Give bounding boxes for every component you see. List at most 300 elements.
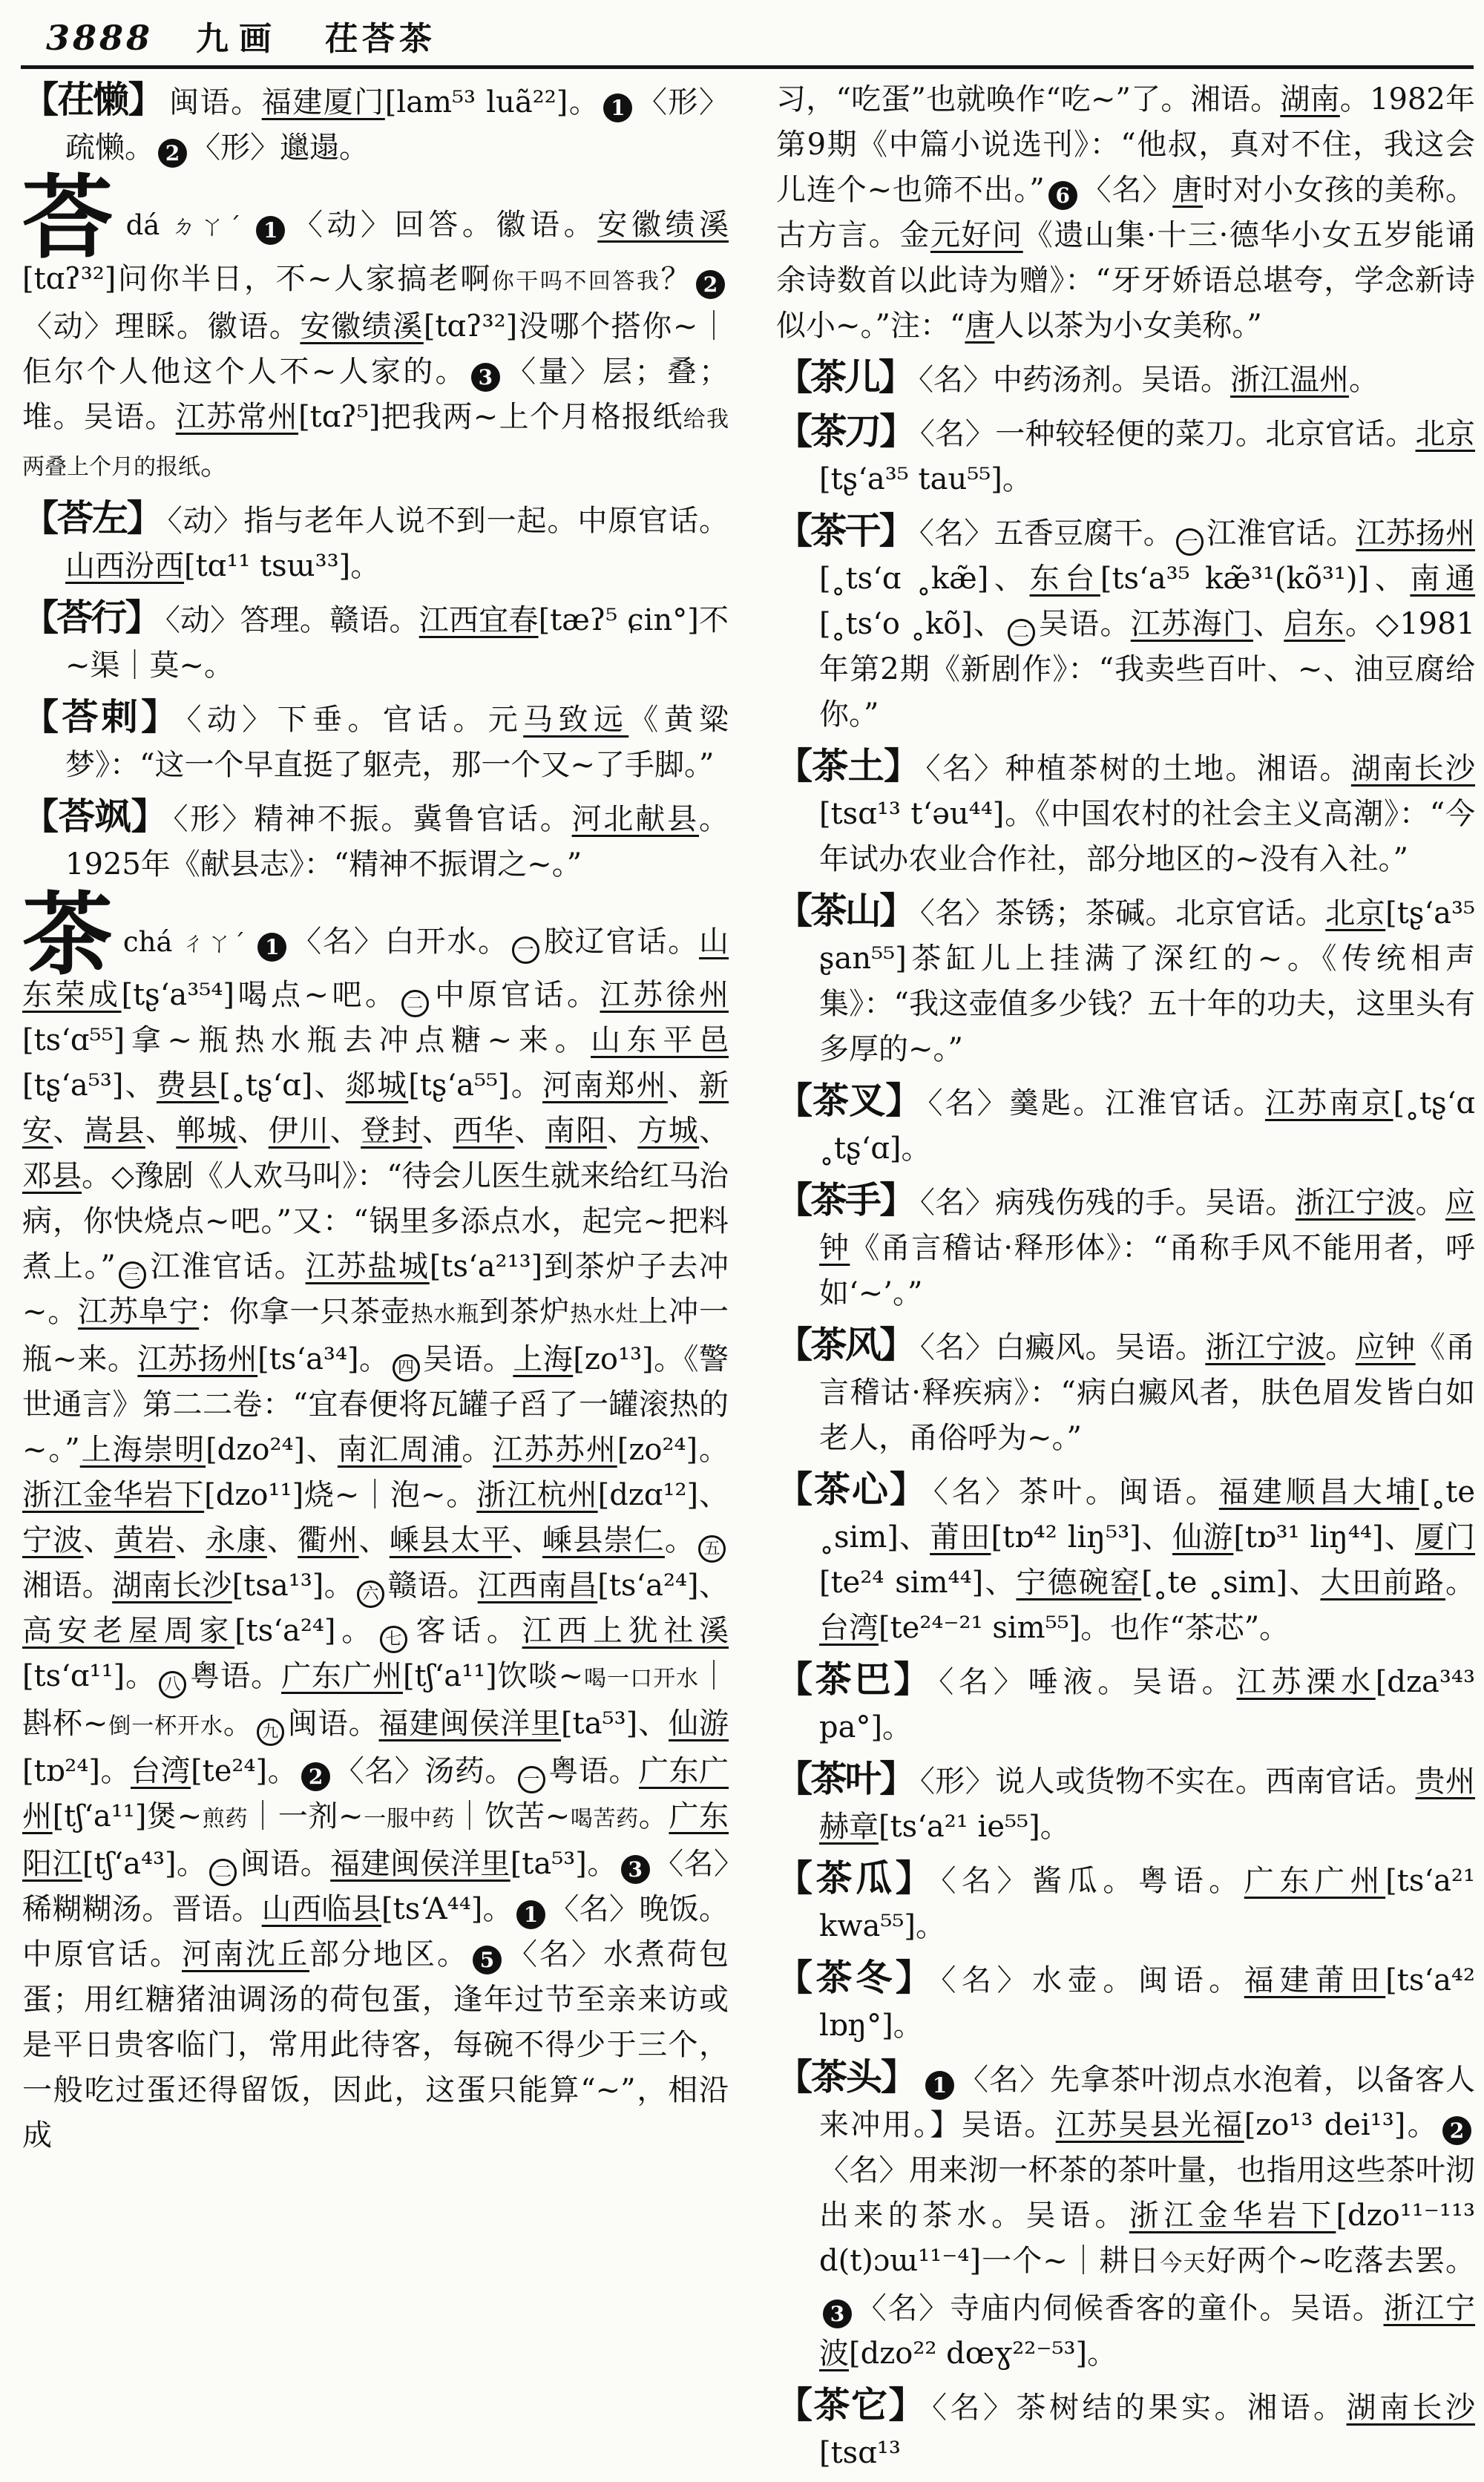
subsense-circle-badge: 九 — [257, 1718, 284, 1746]
sense-number-badge: 2 — [696, 270, 725, 299]
text-run: 〈名〉五香豆腐干。 — [919, 516, 1173, 551]
place-name: 马致远 — [523, 702, 629, 737]
sense-number-badge: 1 — [256, 216, 285, 245]
text-run: [tsɑ¹³ — [819, 2436, 901, 2470]
place-name: 新安 — [22, 1068, 729, 1149]
entry-headword: 【荅剌】 — [22, 695, 181, 738]
place-name: 嵊县太平 — [389, 1523, 512, 1558]
text-run: [tsʻa²⁴]、 — [597, 1569, 729, 1603]
place-name: 湖南长沙 — [1346, 2391, 1475, 2425]
place-name: 仙游 — [1172, 1520, 1234, 1554]
text-run: [tʂʻa³⁵⁴]喝点~吧。 — [121, 978, 398, 1013]
text-run: [˳tʂʻɑ]、 — [219, 1068, 346, 1103]
text-run: 、 — [1252, 607, 1284, 641]
entry-headword: 【茶手】 — [776, 1178, 914, 1221]
dictionary-entry — [776, 743, 1475, 882]
text-run: 〈名〉 — [1080, 173, 1173, 207]
text-run: [dzɑ¹²]、 — [597, 1478, 729, 1513]
text-run: 好两个~吃落去罢。 — [1206, 2244, 1476, 2278]
dictionary-entry — [22, 595, 729, 689]
right-column — [776, 77, 1475, 2482]
text-run: [ta⁵³]。 — [510, 1847, 617, 1882]
gloss-small-text: 一服中药 — [363, 1806, 455, 1833]
text-run: 、 — [53, 1114, 84, 1149]
text-run: [tsʻa³⁴]。 — [257, 1342, 390, 1377]
text-run: 《甬言稽诂·释疾病》：“病白癜风者，肤色眉发皆白如老人，甬俗呼为~。” — [819, 1330, 1476, 1455]
dictionary-entry — [776, 1078, 1475, 1172]
text-run: [tsʻa³⁵ kæ̃³¹(kõ³¹)]、 — [1100, 562, 1411, 596]
place-name: 南通 — [1410, 562, 1476, 596]
place-name: 浙江杭州 — [476, 1478, 598, 1513]
entry-headword: 【荅左】 — [22, 496, 162, 539]
place-name: 江苏南京 — [1264, 1086, 1393, 1120]
continuation-paragraph — [776, 77, 1475, 349]
entry-headword: 【茶叉】 — [776, 1079, 922, 1122]
pinyin: dá — [125, 209, 160, 241]
place-name: 安徽绩溪 — [300, 309, 424, 344]
text-run: [dzo¹¹⁻¹¹³ d(t)ɔɯ¹¹⁻⁴]一个~｜耕日 — [819, 2199, 1476, 2278]
text-run: 中原官话。 — [431, 978, 600, 1013]
place-name: 北京 — [1325, 896, 1386, 930]
place-name: 湖南长沙 — [1350, 752, 1475, 786]
sense-number-badge: 1 — [257, 933, 286, 962]
place-name: 北京 — [1415, 417, 1476, 451]
dictionary-entry — [776, 1955, 1475, 2049]
text-run: 胶辽官话。 — [542, 924, 700, 959]
text-run: 。 — [664, 1523, 696, 1558]
place-name: 贵州赫章 — [819, 1764, 1476, 1844]
dictionary-entry — [776, 2055, 1475, 2377]
text-run: 〈名〉稀糊糊汤。晋语。 — [22, 1847, 729, 1927]
text-run: 。◇豫剧《人欢马叫》：“待会儿医生就来给红马治病，你快烧点~吧。”又：“锅里多添点水，起完~把料煮上。” — [22, 1159, 729, 1284]
text-run: [tʃʻa¹¹]煲~ — [52, 1799, 203, 1834]
text-run: 、 — [606, 1114, 638, 1149]
text-run: 〈动〉回答。徽语。 — [289, 208, 598, 242]
place-name: 嵩县 — [83, 1114, 145, 1149]
place-name: 衢州 — [298, 1523, 359, 1558]
text-run: [zo¹³]。《警世通言》第二二卷：“宜春便将瓦罐子舀了一罐滚热的~。” — [22, 1342, 729, 1468]
place-name: 启东 — [1284, 607, 1345, 641]
place-name: 元好问 — [930, 218, 1023, 252]
text-run: 〈名〉酱瓜。粤语。 — [941, 1864, 1244, 1898]
text-run: 人以茶为小女美称。” — [994, 309, 1262, 343]
entry-headword: 【荅行】 — [22, 595, 160, 639]
place-name: 嵊县崇仁 — [542, 1523, 665, 1558]
place-name: 应钟 — [1355, 1330, 1416, 1365]
place-name: 江西南昌 — [477, 1569, 598, 1603]
text-run: [tɒ²⁴]。 — [22, 1754, 131, 1789]
place-name: 河南沈丘 — [182, 1937, 309, 1972]
dictionary-entry — [776, 1322, 1475, 1461]
dictionary-entry — [776, 1467, 1475, 1651]
text-run: 《黄粱梦》：“这一个早直挺了躯壳，那一个又~了手脚。” — [65, 702, 729, 782]
gloss-small-text: 煎药 — [202, 1806, 249, 1833]
text-run: [dza³⁴³ pa°]。 — [819, 1665, 1475, 1744]
text-run: 上冲一瓶~来。 — [22, 1295, 729, 1377]
text-run: [zo¹³ dei¹³]。 — [1244, 2108, 1439, 2142]
place-name: 福建闽侯洋里 — [330, 1847, 510, 1882]
text-run: 〈名〉一种较轻便的菜刀。北京官话。 — [919, 417, 1416, 451]
section-characters: 茌荅茶 — [325, 20, 437, 58]
place-name: 登封 — [361, 1114, 423, 1149]
text-run: [tsa¹³]。 — [232, 1569, 355, 1603]
dictionary-entry — [776, 1856, 1475, 1949]
text-run: 〈名〉汤药。 — [334, 1754, 515, 1789]
gloss-small-text: 热水瓶 — [410, 1301, 479, 1328]
place-name: 高安老屋周家 — [22, 1614, 235, 1649]
place-name: 邓县 — [22, 1159, 82, 1194]
place-name: 广东阳江 — [22, 1799, 729, 1882]
text-run: 〈形〉邋遢。 — [191, 131, 369, 165]
place-name: 宁德碗窑 — [1016, 1566, 1142, 1600]
place-name: 唐 — [1172, 173, 1204, 207]
text-run: [dzo²⁴]、 — [206, 1433, 338, 1468]
text-run: 赣语。 — [387, 1569, 478, 1603]
text-run: 。 — [1445, 1566, 1476, 1600]
dictionary-entry — [22, 794, 729, 887]
text-run: [tɒ³¹ liŋ⁴⁴]、 — [1233, 1520, 1415, 1554]
text-run: ｜饮苦~ — [454, 1799, 571, 1834]
sense-number-badge: 3 — [823, 2299, 852, 2328]
place-name: 河北献县 — [571, 801, 700, 836]
text-run: 、 — [175, 1523, 206, 1558]
text-run: 吴语。 — [422, 1342, 513, 1377]
text-run: 闽语。 — [169, 85, 262, 119]
subsense-circle-badge: 二 — [1008, 619, 1035, 646]
pinyin: chá — [122, 925, 173, 958]
dictionary-entry — [22, 496, 729, 589]
entry-headword: 【茶冬】 — [776, 1956, 936, 1999]
left-column — [22, 77, 729, 2164]
subsense-circle-badge: 二 — [401, 990, 429, 1017]
sense-number-badge: 2 — [1442, 2116, 1471, 2145]
text-run: 。 — [1415, 1186, 1446, 1220]
text-run: [tʂʻa⁵⁵]。 — [408, 1068, 543, 1103]
gloss-small-text: 热水灶 — [570, 1301, 639, 1328]
text-run: [tsʻɑ¹¹]。 — [22, 1659, 157, 1694]
text-run: [dzo¹¹]烧~｜泡~。 — [204, 1478, 477, 1513]
zhuyin: ㄔㄚˊ — [180, 928, 247, 957]
text-run: [tsʻa²¹ ie⁵⁵]。 — [879, 1810, 1070, 1844]
text-run: 〈名〉茶树结的果实。湘语。 — [932, 2391, 1347, 2425]
place-name: 上海崇明 — [79, 1433, 206, 1468]
head-character-entry — [22, 164, 729, 490]
place-name: 江苏海门 — [1130, 607, 1253, 641]
text-run: 。 — [638, 1799, 669, 1834]
place-name: 山东平邑 — [591, 1023, 729, 1058]
place-name: 江苏苏州 — [493, 1433, 617, 1468]
dictionary-entry — [776, 508, 1475, 738]
sense-number-badge: 5 — [473, 1946, 502, 1974]
text-run: 湘语。 — [22, 1569, 113, 1603]
subsense-circle-badge: 一 — [518, 1766, 545, 1793]
place-name: 福建莆田 — [1244, 1963, 1386, 1997]
place-name: 浙江金华岩下 — [1129, 2199, 1336, 2233]
dictionary-entry — [776, 355, 1475, 403]
place-name: 福建闽侯洋里 — [378, 1707, 562, 1741]
text-run: ：你拿一只茶壶 — [199, 1295, 411, 1330]
entry-headword: 【茶土】 — [776, 744, 920, 787]
place-name: 江苏吴县光福 — [1055, 2108, 1244, 2142]
dictionary-entry — [22, 695, 729, 788]
text-run: [tɑʔ³²]没哪个搭你~｜佢尔个人他这个人不~人家的。 — [22, 309, 729, 389]
gloss-small-text: 今天 — [1160, 2250, 1206, 2276]
place-name: 广东广州 — [22, 1754, 729, 1834]
dictionary-entry — [22, 77, 729, 171]
text-run: [˳te ˳sim]、 — [1141, 1566, 1321, 1600]
text-run: 、 — [422, 1114, 453, 1149]
place-name: 南阳 — [545, 1114, 607, 1149]
text-run: [tʂʻa³⁵ tau⁵⁵]。 — [819, 462, 1032, 496]
text-run: 、 — [145, 1114, 177, 1149]
text-run: [ta⁵³]、 — [561, 1707, 669, 1741]
subsense-circle-badge: 六 — [357, 1580, 384, 1608]
entry-headword: 【茶刀】 — [776, 410, 914, 453]
text-run: 〈名〉茶锈；茶碱。北京官话。 — [919, 896, 1326, 930]
entry-headword: 【茌懒】 — [22, 78, 164, 121]
text-run: [te²⁴]。 — [191, 1754, 298, 1789]
place-name: 山西汾西 — [65, 548, 184, 583]
text-run: [tɑʔ³²]问你半日，不~人家搞老啊 — [22, 261, 492, 296]
entry-headword: 【茶儿】 — [776, 355, 913, 398]
text-run: 、 — [514, 1114, 545, 1149]
place-name: 广东广州 — [1244, 1864, 1386, 1898]
place-name: 湖南长沙 — [112, 1569, 232, 1603]
place-name: 宁波 — [22, 1523, 84, 1558]
text-run: 、 — [266, 1523, 298, 1558]
text-run: [tɑ¹¹ tsɯ³³]。 — [184, 548, 381, 583]
text-run: 部分地区。 — [309, 1937, 469, 1972]
dictionary-entry — [776, 1657, 1475, 1750]
text-run: [te²⁴⁻²¹ sim⁵⁵]。也作“茶芯”。 — [879, 1611, 1290, 1645]
entry-headword: 【茶叶】 — [776, 1757, 914, 1800]
place-name: 浙江宁波 — [1205, 1330, 1326, 1365]
text-run: 习，“吃蛋”也就唤作“吃~”了。湘语。 — [776, 82, 1281, 116]
text-run: [tsɑ¹³ tʻəu⁴⁴]。《中国农村的社会主义高潮》：“今年试办农业合作社，部分地区的~没有入社。” — [819, 797, 1475, 876]
text-run: 江淮官话。 — [148, 1250, 306, 1284]
text-run: [tʂʻa³⁵ ʂan⁵⁵]茶缸儿上挂满了深红的~。《传统相声集》：“我这壶值多少钱？五十年的功夫，这里头有多厚的~。” — [819, 896, 1476, 1066]
dictionary-entry — [776, 888, 1475, 1072]
text-run: 〈名〉白开水。 — [290, 924, 509, 959]
place-name: 浙江宁波 — [1295, 1186, 1416, 1220]
text-run: 闽语。 — [240, 1847, 331, 1882]
entry-headword: 【茶它】 — [776, 2383, 926, 2426]
text-run: 到茶炉 — [479, 1295, 571, 1330]
entry-headword: 【茶心】 — [776, 1468, 928, 1511]
subsense-circle-badge: 八 — [159, 1671, 186, 1698]
sense-number-badge: 1 — [603, 93, 632, 122]
text-run: ？ — [660, 261, 693, 296]
text-run: [tsʻA⁴⁴]。 — [381, 1892, 513, 1927]
text-run: 闽语。 — [286, 1707, 379, 1741]
text-run: [˳tsʻo ˳kõ]、 — [819, 607, 1005, 641]
dictionary-entry — [776, 1756, 1475, 1850]
text-run: [tsʻɑ⁵⁵]拿~瓶热水瓶去冲点糖~来。 — [22, 1023, 591, 1058]
text-run: 、 — [329, 1114, 361, 1149]
place-name: 江苏阜宁 — [78, 1295, 200, 1330]
text-run: 〈名〉羹匙。江淮官话。 — [928, 1086, 1265, 1120]
place-name: 永康 — [206, 1523, 267, 1558]
text-run: [tæʔ⁵ ɕin°]不~渠｜莫~。 — [65, 603, 729, 683]
text-run: [˳tʂʻɑ ˳tʂʻɑ]。 — [819, 1086, 1476, 1166]
text-run: 。◇1981年第2期《新剧作》：“我卖些百叶、~、油豆腐给你。” — [819, 607, 1476, 732]
place-name: 方城 — [637, 1114, 700, 1149]
sense-number-badge: 6 — [1048, 181, 1077, 210]
text-run: 、 — [699, 1114, 729, 1149]
place-name: 江苏徐州 — [600, 978, 729, 1013]
entry-headword: 【茶头】 — [776, 2055, 916, 2098]
place-name: 台湾 — [131, 1754, 191, 1789]
text-run: [˳te ˳sim]、 — [819, 1475, 1475, 1554]
text-run: ｜一剂~ — [248, 1799, 364, 1834]
text-run: 《甬言稽诂·释形体》：“甬称手风不能用者，呼如‘~’。” — [819, 1231, 1475, 1310]
text-run: 〈动〉下垂。官话。元 — [186, 702, 524, 737]
place-name: 江苏盐城 — [305, 1250, 430, 1284]
gloss-small-text: 倒一杯开水 — [108, 1713, 223, 1740]
text-run: 〈名〉寺庙内伺候香客的童仆。吴语。 — [856, 2291, 1384, 2325]
text-run: 〈名〉中药汤剂。吴语。 — [919, 363, 1231, 397]
text-run: 〈动〉答理。赣语。 — [165, 603, 419, 637]
page-header — [46, 12, 436, 59]
text-run: 、 — [237, 1114, 269, 1149]
place-name: 仙游 — [669, 1707, 729, 1741]
entry-headword: 【茶瓜】 — [776, 1856, 936, 1900]
text-run: 粤语。 — [548, 1754, 639, 1789]
text-run: 、 — [511, 1523, 542, 1558]
subsense-circle-badge: 七 — [380, 1626, 407, 1653]
text-run: 。 — [1349, 363, 1379, 397]
place-name: 唐 — [965, 309, 995, 343]
text-run: 〈名〉水壶。闽语。 — [941, 1963, 1244, 1997]
text-run: 〈形〉说人或货物不实在。西南官话。 — [919, 1764, 1416, 1799]
place-name: 南汇周浦 — [337, 1433, 462, 1468]
text-run: 〈名〉先拿茶叶沏点水泡着，以备客人来冲用。】吴语。 — [819, 2063, 1475, 2142]
place-name: 江苏扬州 — [1356, 516, 1476, 551]
place-name: 江苏扬州 — [137, 1342, 258, 1377]
place-name: 厦门 — [1414, 1520, 1476, 1554]
place-name: 应钟 — [819, 1186, 1476, 1265]
text-run: 。1925年《献县志》：“精神不振谓之~。” — [65, 801, 729, 881]
text-run: 江淮官话。 — [1206, 516, 1356, 551]
subsense-circle-badge: 一 — [1176, 528, 1204, 556]
text-run: 时对小女孩的美称。古方言。金 — [776, 173, 1476, 252]
place-name: 费县 — [156, 1068, 220, 1103]
text-run: 。 — [462, 1433, 493, 1468]
entry-headword: 【荅飒】 — [22, 794, 168, 838]
header-rule — [21, 65, 1474, 69]
text-run: 、 — [358, 1523, 390, 1558]
sense-number-badge: 1 — [925, 2071, 954, 2100]
place-name: 黄岩 — [114, 1523, 176, 1558]
text-run: [dzo²² dœɣ²²⁻⁵³]。 — [849, 2337, 1117, 2371]
sense-number-badge: 1 — [516, 1900, 545, 1929]
place-name: 浙江宁波 — [819, 2291, 1475, 2371]
place-name: 江苏溧水 — [1236, 1665, 1376, 1699]
text-run: [tʃʻa¹¹]饮啖~ — [402, 1659, 584, 1694]
sense-number-badge: 3 — [471, 363, 500, 392]
dictionary-entry — [776, 2383, 1475, 2476]
text-run: [tɒ⁴² liŋ⁵³]、 — [991, 1520, 1173, 1554]
subsense-circle-badge: 五 — [698, 1535, 726, 1563]
gloss-small-text: 你干吗不回答我 — [491, 268, 661, 295]
text-run: 、 — [83, 1523, 114, 1558]
text-run: [tsʻa²⁴]。 — [234, 1614, 377, 1649]
entry-headword: 【茶干】 — [776, 509, 913, 552]
page-number: 3888 — [46, 18, 154, 58]
entry-headword: 【茶巴】 — [776, 1658, 933, 1701]
text-run: ｜斟杯~ — [22, 1659, 729, 1741]
zhuyin: ㄉㄚˊ — [167, 211, 246, 240]
head-character: 荅 — [22, 164, 117, 271]
text-run: 。 — [223, 1707, 254, 1741]
place-name: 山东荣成 — [22, 924, 729, 1013]
text-run: 〈名〉唾液。吴语。 — [939, 1665, 1237, 1699]
text-run: [tsʻa²¹ kwa⁵⁵]。 — [819, 1864, 1475, 1943]
text-run: 客话。 — [410, 1614, 522, 1649]
text-run: [lam⁵³ luã²²]。 — [384, 85, 600, 119]
place-name: 浙江温州 — [1230, 363, 1350, 397]
place-name: 上海 — [513, 1342, 574, 1377]
text-run: 粤语。 — [189, 1659, 282, 1694]
text-run: [tɑʔ⁵]把我两~上个月格报纸 — [298, 399, 683, 434]
text-run: 〈名〉用来沏一杯茶的茶叶量，也指用这些茶叶沏出来的茶水。吴语。 — [819, 2153, 1475, 2233]
text-run: [tʃʻa⁴³]。 — [82, 1847, 207, 1882]
head-character: 茶 — [22, 880, 114, 988]
sense-number-badge: 2 — [301, 1762, 330, 1791]
text-run: 〈名〉病残伤残的手。吴语。 — [919, 1186, 1296, 1220]
subsense-circle-badge: 四 — [393, 1354, 420, 1382]
text-run: 。1982年第9期《中篇小说选刊》：“他叔，真对不住，我这会儿连个~也筛不出。” — [776, 82, 1476, 207]
text-run: 吴语。 — [1037, 607, 1131, 641]
text-run: [te²⁴ sim⁴⁴]、 — [819, 1566, 1017, 1600]
text-run: [tsʻa⁴² lɒŋ°]。 — [819, 1963, 1475, 2043]
sense-number-badge: 2 — [158, 139, 187, 168]
text-run: 〈动〉理睬。徽语。 — [22, 309, 301, 344]
subsense-circle-badge: 三 — [119, 1261, 146, 1289]
place-name: 西华 — [453, 1114, 515, 1149]
text-run: 〈名〉晚饭。中原官话。 — [22, 1892, 729, 1972]
gloss-small-text: 喝苦药 — [570, 1806, 639, 1833]
entry-headword: 【茶风】 — [776, 1323, 914, 1366]
sense-number-badge: 3 — [621, 1855, 650, 1884]
text-run: 〈形〉疏懒。 — [65, 85, 729, 165]
place-name: 大田前路 — [1320, 1566, 1446, 1600]
text-run: 〈量〉层；叠；堆。吴语。 — [22, 354, 729, 434]
text-run: 、 — [667, 1068, 700, 1103]
place-name: 莆田 — [930, 1520, 991, 1554]
dictionary-entry — [776, 409, 1475, 502]
place-name: 台湾 — [819, 1611, 879, 1645]
text-run: 〈名〉水煮荷包蛋；用红糖猪油调汤的荷包蛋，逢年过节至亲来访或是平日贵客临门，常用此待客，每碗不得少于三个，一般吃过蛋还得留饭，因此，这蛋只能算“~”，相沿成 — [22, 1937, 729, 2153]
place-name: 江苏常州 — [175, 399, 299, 434]
text-run: 〈名〉茶叶。闽语。 — [933, 1475, 1219, 1509]
gloss-small-text: 给我两叠上个月的报纸 — [22, 406, 729, 480]
text-run: 。 — [1325, 1330, 1356, 1365]
place-name: 山西临县 — [261, 1892, 382, 1927]
place-name: 郸城 — [176, 1114, 238, 1149]
place-name: 东台 — [1029, 562, 1100, 596]
stroke-count-section: 九画 — [196, 20, 283, 58]
subsense-circle-badge: 一 — [512, 936, 539, 964]
place-name: 江西上犹社溪 — [522, 1614, 729, 1649]
text-run: 。 — [200, 447, 230, 482]
text-run: 〈名〉白癜风。吴语。 — [919, 1330, 1206, 1365]
place-name: 浙江金华岩下 — [22, 1478, 205, 1513]
entry-headword: 【茶山】 — [776, 889, 914, 932]
gloss-small-text: 喝一口开水 — [583, 1666, 700, 1693]
text-run: 〈动〉指与老年人说不到一起。中原官话。 — [167, 503, 729, 538]
text-run: [tʂʻa⁵³]、 — [22, 1068, 157, 1103]
